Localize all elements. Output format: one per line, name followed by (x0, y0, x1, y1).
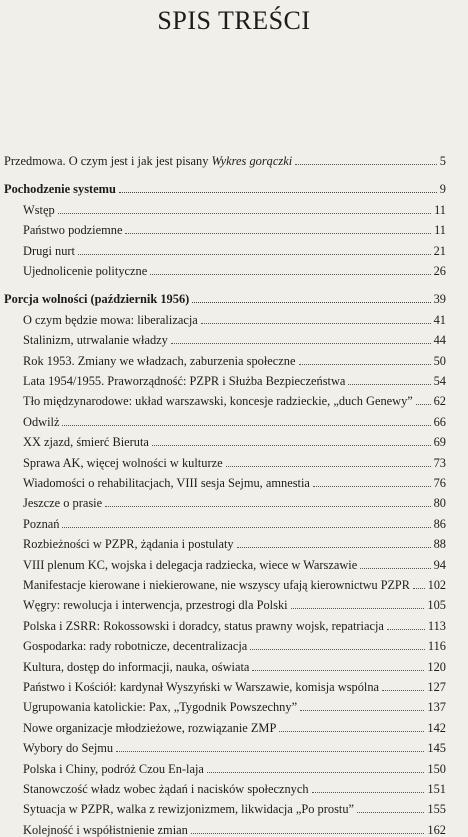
dot-leader (357, 812, 424, 813)
dot-leader (201, 323, 431, 324)
page-number: 120 (427, 660, 446, 674)
page-number: 150 (427, 762, 446, 776)
toc-entry (23, 429, 446, 449)
dot-leader (171, 343, 431, 344)
page-number: 137 (427, 700, 446, 714)
page-number: 39 (433, 292, 446, 306)
dot-leader (105, 506, 430, 507)
toc-section-entry (4, 286, 446, 306)
toc-entry (23, 307, 446, 327)
toc-entry-title (23, 762, 204, 776)
toc-entry-title (23, 598, 288, 612)
toc-entry-title (23, 700, 297, 714)
toc-entry-text: Sprawa AK, więcej wolności w kulturze (23, 456, 223, 470)
page-number: 113 (427, 619, 446, 633)
toc-entry-text: Kultura, dostęp do informacji, nauka, oświata (23, 660, 250, 674)
toc-entry-text: Przedmowa. O czym jest i jak jest pisany (4, 154, 212, 168)
toc-entry (23, 776, 446, 796)
toc-entry-text: Stalinizm, utrwalanie władzy (23, 333, 168, 347)
dot-leader (125, 233, 431, 234)
toc-entry (23, 735, 446, 755)
toc-entry-title (23, 354, 296, 368)
toc-entry-text: Wiadomości o rehabilitacjach, VIII sesja Sejmu, amnestia (23, 476, 310, 490)
page-number: 41 (433, 313, 446, 327)
page-number: 145 (427, 741, 446, 755)
toc-entry (23, 470, 446, 490)
toc-entry-text: Ujednolicenie polityczne (23, 264, 148, 278)
toc-section-entry (4, 148, 446, 168)
toc-entry-title (23, 496, 102, 510)
page-number: 127 (427, 680, 446, 694)
page-number: 94 (433, 558, 446, 572)
toc-entry (23, 388, 446, 408)
dot-leader (152, 445, 431, 446)
toc-entry (23, 796, 446, 816)
toc-entry-text: O czym będzie mowa: liberalizacja (23, 313, 198, 327)
dot-leader (300, 710, 424, 711)
toc-entry-title (23, 782, 309, 796)
page-number: 151 (427, 782, 446, 796)
toc-entry-title (23, 660, 249, 674)
toc-entry-title (4, 292, 189, 306)
toc-entry (23, 592, 446, 612)
page-number: 80 (433, 496, 446, 510)
toc-entry-text: Lata 1954/1955. Praworządność: PZPR i Służba Bezpieczeństwa (23, 374, 346, 388)
page-number: 54 (433, 374, 446, 388)
toc-section-entry (4, 176, 446, 196)
toc-entry-title (23, 313, 198, 327)
page-number: 21 (433, 244, 446, 258)
toc-entry-text: Rozbieżności w PZPR, żądania i postulaty (23, 537, 234, 551)
toc-entry (23, 613, 446, 633)
toc-entry-title (23, 537, 234, 551)
toc-entry-title (23, 517, 59, 531)
toc-entry-text: VIII plenum KC, wojska i delegacja radziecka, wiece w Warszawie (23, 558, 358, 572)
toc-entry-title (23, 741, 113, 755)
dot-leader (150, 274, 430, 275)
page-number: 62 (433, 394, 446, 408)
toc-entry-title (23, 374, 345, 388)
toc-entry (23, 694, 446, 714)
page-number: 26 (433, 264, 446, 278)
page-number: 162 (427, 823, 446, 837)
page-number: 102 (427, 578, 446, 592)
page-title: SPIS TREŚCI (157, 6, 311, 35)
toc-entry-title (23, 223, 122, 237)
toc-entry-title (23, 558, 357, 572)
toc-entry-text: Ugrupowania katolickie: Pax, „Tygodnik Powszechny” (23, 700, 298, 714)
toc-entry-text: Rok 1953. Zmiany we władzach, zaburzenia społeczne (23, 354, 296, 368)
toc-entry-text: Gospodarka: rady robotnicze, decentralizacja (23, 639, 248, 653)
toc-entry-title (23, 435, 149, 449)
dot-leader (382, 690, 424, 691)
toc-entry (23, 552, 446, 572)
page-number: 155 (427, 802, 446, 816)
toc-entry-text: Drugi nurt (23, 244, 75, 258)
toc-entry-text: Polska i ZSRR: Rokossowski i doradcy, status prawny wojsk, repatriacja (23, 619, 384, 633)
page-number: 5 (439, 154, 446, 168)
dot-leader (116, 751, 424, 752)
toc-entry-text: Nowe organizacje młodzieżowe, rozwiązanie ZMP (23, 721, 277, 735)
page-number: 76 (433, 476, 446, 490)
dot-leader (299, 364, 431, 365)
toc-entry-title (23, 680, 379, 694)
dot-leader (348, 384, 430, 385)
toc-entry-text: Manifestacje kierowane i niekierowane, nie wszyscy ufają kierownictwu PZPR (23, 578, 410, 592)
toc-entry-text: Sytuacja w PZPR, walka z rewizjonizmem, likwidacja „Po prostu” (23, 802, 355, 816)
toc-entry-text: Państwo podziemne (23, 223, 123, 237)
dot-leader (78, 254, 431, 255)
toc-entry-title (4, 182, 116, 196)
toc-entry-text: Państwo i Kościół: kardynał Wyszyński w Warszawie, komisja wspólna (23, 680, 380, 694)
dot-leader (252, 670, 424, 671)
toc-entry-title (23, 415, 59, 429)
toc-entry-title (4, 154, 292, 168)
page-number: 142 (427, 721, 446, 735)
dot-leader (360, 568, 430, 569)
page-number: 88 (433, 537, 446, 551)
toc-entry-text: Wstęp (23, 203, 55, 217)
toc-entry-text: Kolejność i współistnienie zmian (23, 823, 188, 837)
dot-leader (291, 608, 425, 609)
dot-leader (313, 486, 431, 487)
toc-entry-text: Porcja wolności (październik 1956) (4, 292, 190, 306)
toc-entry (23, 450, 446, 470)
toc-entry-text: Węgry: rewolucja i interwencja, przestrogi dla Polski (23, 598, 288, 612)
page-number: 69 (433, 435, 446, 449)
toc-entry-title (23, 721, 276, 735)
toc-entry (23, 531, 446, 551)
dot-leader (62, 527, 430, 528)
toc-entry (23, 217, 446, 237)
toc-entry-title (23, 264, 147, 278)
toc-entry (23, 197, 446, 217)
page-number: 66 (433, 415, 446, 429)
toc-entry-title (23, 476, 310, 490)
toc-entry-title (23, 394, 413, 408)
dot-leader (226, 466, 431, 467)
toc-entry (23, 633, 446, 653)
toc-entry (23, 715, 446, 735)
toc-entry-title (23, 823, 188, 837)
dot-leader (207, 772, 425, 773)
toc-entry (23, 674, 446, 694)
toc-entry-text: XX zjazd, śmierć Bieruta (23, 435, 149, 449)
page-number: 105 (427, 598, 446, 612)
toc-entry-title (23, 333, 168, 347)
dot-leader (312, 792, 425, 793)
toc-entry-title (23, 203, 55, 217)
dot-leader (192, 302, 430, 303)
toc-entry-title (23, 639, 247, 653)
toc-entry (23, 348, 446, 368)
page-number: 9 (439, 182, 446, 196)
toc-entry-title (23, 578, 410, 592)
dot-leader (237, 547, 431, 548)
toc-entry-text: Tło międzynarodowe: układ warszawski, koncesje radzieckie, „duch Genewy” (23, 394, 413, 408)
toc-entry-text: Polska i Chiny, podróż Czou En-laja (23, 762, 204, 776)
toc-entry (23, 238, 446, 258)
toc-entry (23, 368, 446, 388)
page-number: 73 (433, 456, 446, 470)
toc-entry-text: Stanowczość władz wobec żądań i nacisków społecznych (23, 782, 309, 796)
page-number: 50 (433, 354, 446, 368)
dot-leader (191, 833, 425, 834)
toc-entry-title (23, 802, 354, 816)
toc-entry (23, 409, 446, 429)
toc-entry-title (23, 456, 223, 470)
toc-entry-italic-text: Wykres gorączki (211, 154, 293, 168)
toc-entry (23, 817, 446, 837)
toc-entry-text: Odwilż (23, 415, 60, 429)
toc-entry (23, 511, 446, 531)
dot-leader (119, 192, 437, 193)
dot-leader (250, 649, 425, 650)
page-number: 11 (434, 203, 446, 217)
toc-entry (23, 490, 446, 510)
toc-entry (23, 654, 446, 674)
toc-entry (23, 327, 446, 347)
dot-leader (416, 404, 431, 405)
toc-entry-text: Wybory do Sejmu (23, 741, 114, 755)
toc-entry (23, 572, 446, 592)
toc-entry-text: Jeszcze o prasie (23, 496, 103, 510)
dot-leader (413, 588, 425, 589)
page-number: 11 (434, 223, 446, 237)
page-number: 116 (427, 639, 446, 653)
toc-entry-text: Pochodzenie systemu (4, 182, 116, 196)
dot-leader (295, 164, 437, 165)
toc-entry (23, 258, 446, 278)
toc-entry-title (23, 619, 384, 633)
toc-entry (23, 756, 446, 776)
dot-leader (279, 731, 424, 732)
toc-entry-title (23, 244, 75, 258)
page-number: 86 (433, 517, 446, 531)
dot-leader (62, 425, 430, 426)
page-number: 44 (433, 333, 446, 347)
toc-entry-text: Poznań (23, 517, 60, 531)
dot-leader (58, 213, 431, 214)
dot-leader (387, 629, 425, 630)
